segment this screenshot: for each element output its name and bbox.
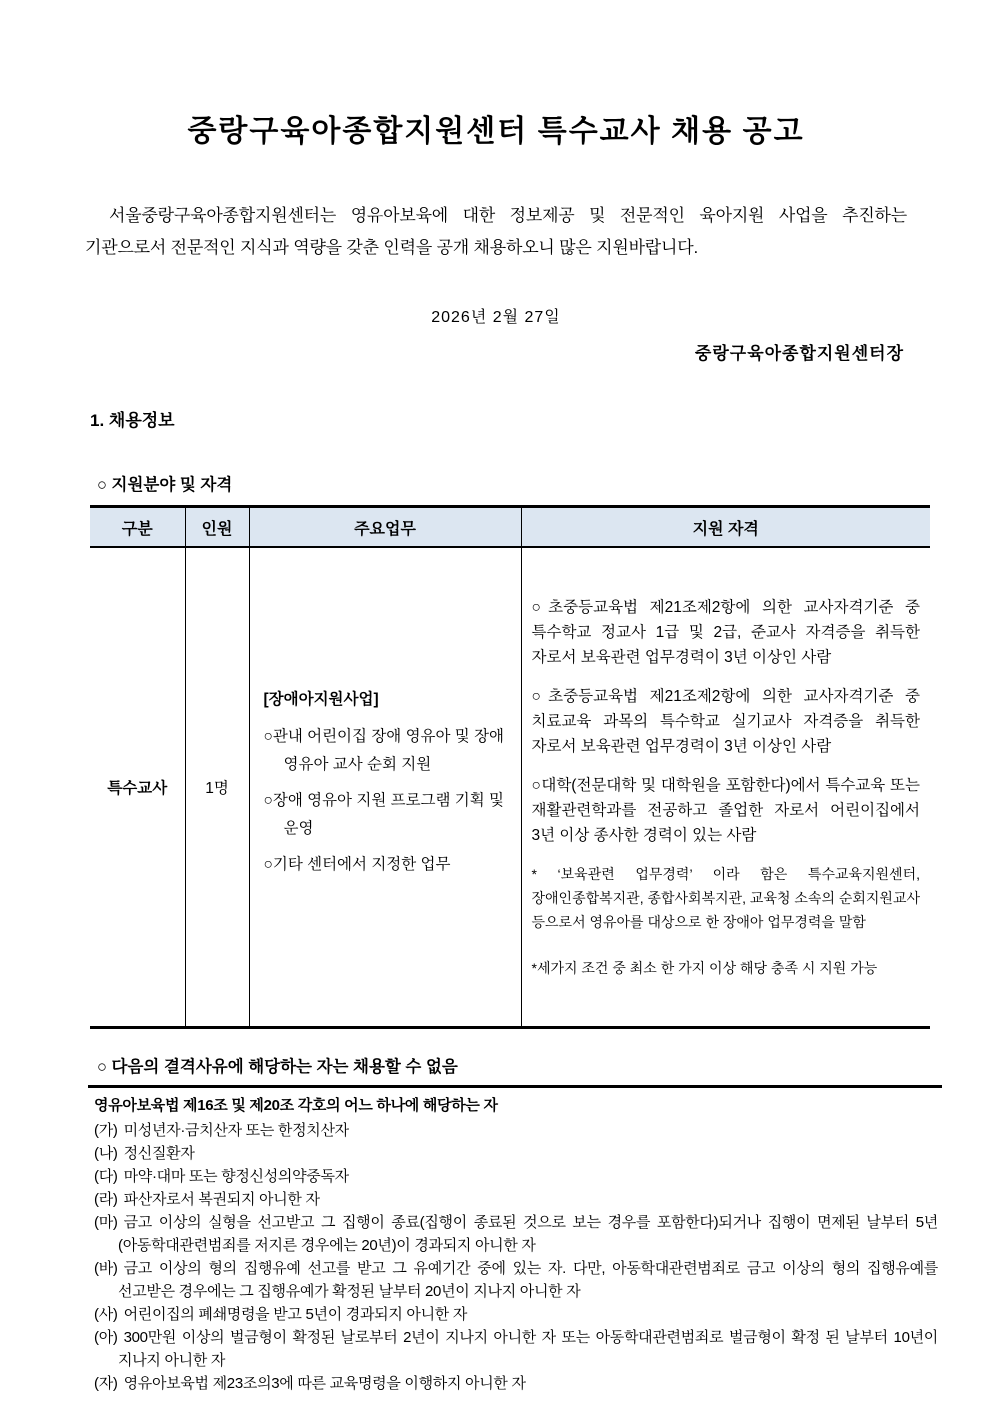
- section-heading-recruit-info: 1. 채용정보: [90, 411, 175, 430]
- item-marker: (자): [94, 1375, 118, 1392]
- item-text: 금고 이상의 형의 집행유예 선고를 받고 그 유예기간 중에 있는 자. 다만, 아동학대관련범죄로 금고 이상의 형의 집행유예를 선고받은 경우에는 그 집행유예가 확정된 날부터 20년이 지나지 아니한 자: [118, 1260, 938, 1300]
- recruitment-table: [90, 505, 930, 1029]
- col-header-duties: 주요업무: [249, 507, 521, 548]
- col-header-headcount: 인원: [185, 507, 249, 548]
- table-header-row: [90, 507, 930, 548]
- item-marker: (나): [94, 1145, 118, 1162]
- qualification-note: *세가지 조건 중 최소 한 가지 이상 해당 충족 시 지원 가능: [531, 959, 878, 976]
- col-header-qualifications: 지원 자격: [521, 507, 930, 548]
- duty-item: ○기타 센터에서 지정한 업무: [263, 856, 451, 873]
- item-marker: (마): [94, 1214, 118, 1231]
- qualification-note: * ‘보육관련 업무경력’ 이라 함은 특수교육지원센터, 장애인종합복지관, 종합사회복지관, 교육청 소속의 순회지원교사 등으로서 영유아를 대상으로 한 장애아 업무경력을 말함: [531, 865, 920, 930]
- duty-item: ○장애 영유아 지원 프로그램 기획 및 운영: [263, 792, 505, 837]
- qualification-item: ○초중등교육법 제21조제2항에 의한 교사자격기준 중 특수학교 정교사 1급 및 2급, 준교사 자격증을 취득한 자로서 보육관련 업무경력이 3년 이상인 사람: [531, 598, 920, 666]
- duties-title: [장애아지원사업]: [263, 691, 379, 708]
- table-row: [90, 547, 930, 1028]
- disqualification-item: [94, 1326, 938, 1372]
- cell-headcount: 1명: [185, 547, 249, 1028]
- item-text: 어린이집의 폐쇄명령을 받고 5년이 경과되지 아니한 자: [123, 1306, 468, 1323]
- col-header-category: 구분: [90, 507, 185, 548]
- subsection-heading-disqualification: ○ 다음의 결격사유에 해당하는 자는 채용할 수 없음: [97, 1058, 458, 1076]
- item-marker: (가): [94, 1122, 118, 1139]
- item-marker: (다): [94, 1168, 118, 1185]
- disqualification-item: [94, 1119, 938, 1142]
- duty-item: ○관내 어린이집 장애 영유아 및 장애 영유아 교사 순회 지원: [263, 728, 505, 773]
- item-text: 영유아보육법 제23조의3에 따른 교육명령을 이행하지 아니한 자: [123, 1375, 526, 1392]
- signature: 중랑구육아종합지원센터장: [694, 344, 904, 363]
- disqualification-item: [94, 1188, 938, 1211]
- item-text: 마약·대마 또는 향정신성의약중독자: [123, 1168, 349, 1185]
- disqualification-item: [94, 1211, 938, 1257]
- qualification-item: ○초중등교육법 제21조제2항에 의한 교사자격기준 중 치료교육 과목의 특수학교 실기교사 자격증을 취득한 자로서 보육관련 업무경력이 3년 이상인 사람: [531, 687, 920, 755]
- item-text: 파산자로서 복권되지 아니한 자: [123, 1191, 320, 1208]
- cell-qualifications: [521, 547, 930, 1028]
- disqualification-item: [94, 1165, 938, 1188]
- document-title: 중랑구육아종합지원센터 특수교사 채용 공고: [187, 115, 805, 148]
- item-text: 미성년자·금치산자 또는 한정치산자: [123, 1122, 349, 1139]
- item-text: 300만원 이상의 벌금형이 확정된 날로부터 2년이 지나지 아니한 자 또는 아동학대관련범죄로 벌금형이 확정 된 날부터 10년이 지나지 아니한 자: [118, 1329, 938, 1369]
- subsection-heading-fields: ○ 지원분야 및 자격: [97, 476, 233, 494]
- disqualification-item: [94, 1372, 938, 1395]
- disqualification-item: [94, 1257, 938, 1303]
- cell-duties: [249, 547, 521, 1028]
- item-text: 금고 이상의 실형을 선고받고 그 집행이 종료(집행이 종료된 것으로 보는 경우를 포함한다)되거나 집행이 면제된 날부터 5년(아동학대관련범죄를 저지른 경우에는 20년)이 경과되지 아니한 자: [118, 1214, 938, 1254]
- item-marker: (바): [94, 1260, 118, 1277]
- item-marker: (라): [94, 1191, 118, 1208]
- item-marker: (사): [94, 1306, 118, 1323]
- disqualification-item: [94, 1142, 938, 1165]
- disqualification-list: [88, 1085, 942, 1403]
- cell-category: 특수교사: [107, 780, 168, 797]
- item-marker: (아): [94, 1329, 118, 1346]
- intro-paragraph: 서울중랑구육아종합지원센터는 영유아보육에 대한 정보제공 및 전문적인 육아지원 사업을 추진하는 기관으로서 전문적인 지식과 역량을 갖춘 인력을 공개 채용하오니 많은 지원바랍니다.: [85, 206, 907, 257]
- announcement-date: 2026년 2월 27일: [431, 309, 561, 326]
- item-text: 정신질환자: [123, 1145, 195, 1162]
- qualification-item: ○대학(전문대학 및 대학원을 포함한다)에서 특수교육 또는 재활관련학과를 전공하고 졸업한 자로서 어린이집에서 3년 이상 종사한 경력이 있는 사람: [531, 776, 920, 844]
- disqualification-list-title: 영유아보육법 제16조 및 제20조 각호의 어느 하나에 해당하는 자: [94, 1097, 498, 1114]
- disqualification-item: [94, 1303, 938, 1326]
